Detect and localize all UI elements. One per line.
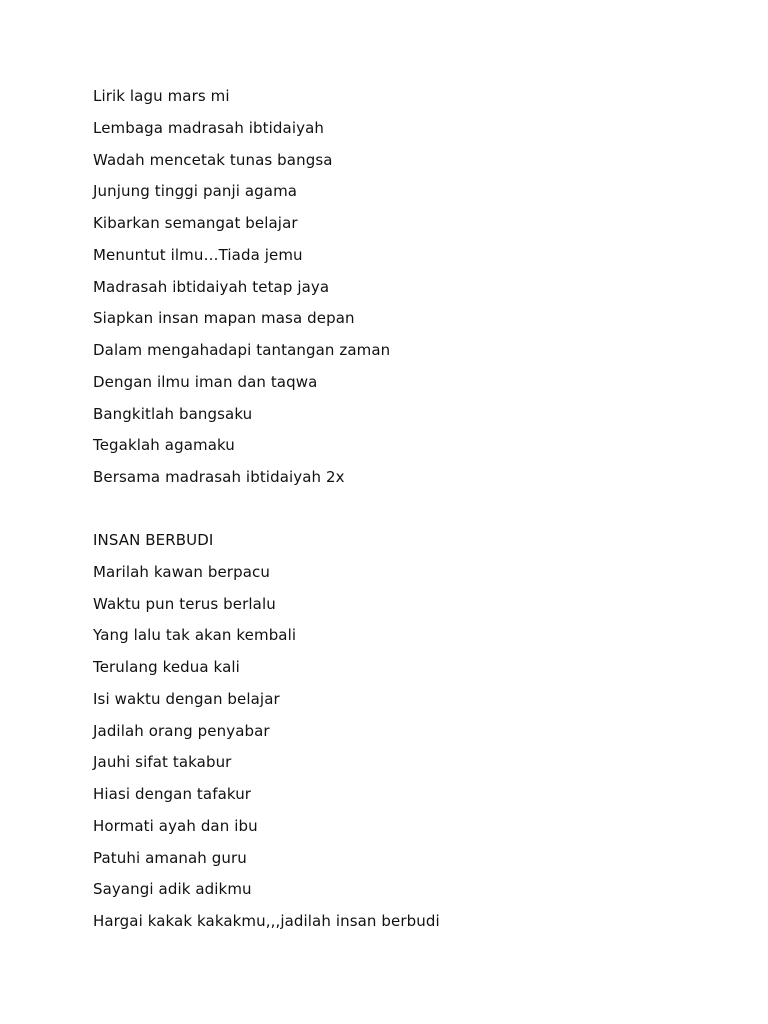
lyric-line: Menuntut ilmu…Tiada jemu [93,245,303,264]
lyric-line: Isi waktu dengan belajar [93,689,280,708]
lyric-line: Bangkitlah bangsaku [93,404,253,423]
lyrics-mars-mi [93,86,390,499]
song-title-line: Lirik lagu mars mi [93,87,230,105]
lyric-line: Madrasah ibtidaiyah tetap jaya [93,277,330,296]
lyric-line: Sayangi adik adikmu [93,880,252,899]
lyric-line: Tegaklah agamaku [93,436,235,455]
lyric-line: Junjung tinggi panji agama [93,182,298,201]
lyric-line: Dengan ilmu iman dan taqwa [93,372,318,391]
lyric-line: Waktu pun terus berlalu [93,594,276,613]
lyric-line: Siapkan insan mapan masa depan [93,309,355,328]
lyric-line: Bersama madrasah ibtidaiyah 2x [93,468,345,486]
lyric-line: Wadah mencetak tunas bangsa [93,150,333,169]
lyric-line: Kibarkan semangat belajar [93,214,298,232]
lyric-line: Lembaga madrasah ibtidaiyah [93,118,324,137]
lyric-line: Hargai kakak kakakmu,,,jadilah insan berbudi [93,912,440,930]
song-title-line: INSAN BERBUDI [93,531,214,549]
lyric-line: Marilah kawan berpacu [93,562,270,581]
lyric-line: Jadilah orang penyabar [93,721,270,740]
lyric-line: Hiasi dengan tafakur [93,785,252,803]
lyric-line: Terulang kedua kali [93,658,240,676]
lyric-line: Jauhi sifat takabur [93,753,232,772]
lyric-line: Yang lalu tak akan kembali [93,626,297,645]
lyric-line: Hormati ayah dan ibu [93,816,258,835]
lyric-line: Dalam mengahadapi tantangan zaman [93,341,391,359]
lyrics-insan-berbudi [93,530,440,943]
lyric-line: Patuhi amanah guru [93,848,247,867]
